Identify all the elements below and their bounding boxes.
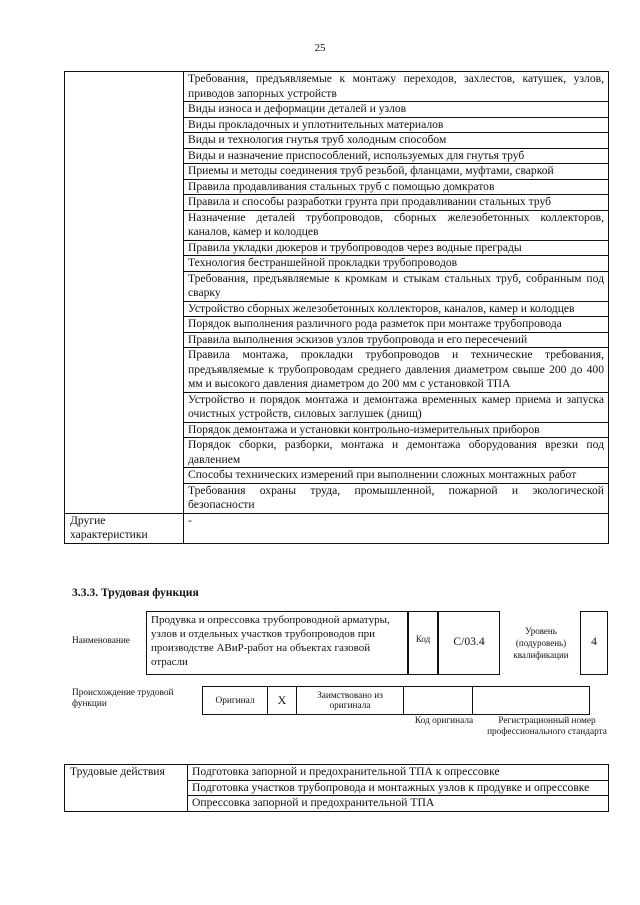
knowledge-item: Требования, предъявляемые к кромкам и стыкам стальных труб, собранным под сварку [184,271,609,301]
original-label: Оригинал [203,687,268,715]
code-label: Код [408,611,438,675]
qualification-level-label: Уровень (подуровень) квалификации [513,626,569,660]
name-label: Наименование [72,636,130,646]
reg-number-cell [473,687,590,715]
knowledge-item: Назначение деталей трубопроводов, сборных железобетонных коллекторов, каналов, камер и колодцев [184,210,609,240]
labor-action-item: Подготовка запорной и предохранительной ТПА к опрессовке [188,765,609,781]
knowledge-item: Приемы и методы соединения труб резьбой, фланцами, муфтами, сваркой [184,164,609,180]
knowledge-item: Виды прокладочных и уплотнительных материалов [184,117,609,133]
knowledge-item: Требования, предъявляемые к монтажу переходов, захлестов, катушек, узлов, приводов запорных устройств [184,72,609,102]
labor-action-row [65,765,609,781]
page-number: 25 [314,42,326,54]
knowledge-item: Правила укладки дюкеров и трубопроводов через водные преграды [184,240,609,256]
other-characteristics-value: - [184,513,609,543]
knowledge-item: Виды и технология гнутья труб холодным способом [184,133,609,149]
knowledge-item: Порядок сборки, разборки, монтажа и демонтажа оборудования врезки под давлением [184,438,609,468]
origin-table [202,686,590,715]
origin-label: Происхождение трудовой функции [72,688,174,709]
knowledge-item: Технология бестраншейной прокладки трубопроводов [184,256,609,272]
section-heading: 3.3.3. Трудовая функция [72,586,199,599]
knowledge-item: Виды износа и деформации деталей и узлов [184,102,609,118]
other-characteristics-row [65,513,609,543]
knowledge-item: Правила монтажа, прокладки трубопроводов и технические требования, предъявляемые к трубопроводам среднего давления диаметром свыше 200 до 400 мм и высокого давления диаметром до 200 мм с установкой ТПА [184,348,609,393]
code-original-caption: Код оригинала [414,716,474,726]
other-characteristics-label: Другие характеристики [65,513,184,543]
borrowed-label: Заимствовано из оригинала [297,687,404,715]
labor-actions-table [64,764,609,812]
knowledge-row [65,72,609,102]
code-value: С/03.4 [438,611,500,675]
knowledge-item: Правила выполнения эскизов узлов трубопровода и его пересечений [184,332,609,348]
function-name-box: Продувка и опрессовка трубопроводной арматуры, узлов и отдельных участков трубопроводов при производстве АВиР-работ на объектах газовой отрасли [146,611,408,675]
knowledge-item: Устройство и порядок монтажа и демонтажа временных камер приема и запуска очистных устройств, силовых заглушек (днищ) [184,392,609,422]
knowledge-item: Правила продавливания стальных труб с помощью домкратов [184,179,609,195]
knowledge-item: Порядок выполнения различного рода разметок при монтаже трубопровода [184,317,609,333]
labor-action-item: Опрессовка запорной и предохранительной ТПА [188,796,609,812]
qualification-level-value: 4 [580,611,608,675]
code-original-cell [404,687,473,715]
labor-actions-label: Трудовые действия [65,765,188,812]
knowledge-item: Правила и способы разработки грунта при продавливании стальных труб [184,195,609,211]
labor-action-item: Подготовка участков трубопровода и монтажных узлов к продувке и опрессовке [188,780,609,796]
knowledge-table [64,71,609,544]
knowledge-item: Виды и назначение приспособлений, используемых для гнутья труб [184,148,609,164]
knowledge-label-cell [65,72,184,514]
knowledge-item: Порядок демонтажа и установки контрольно-измерительных приборов [184,422,609,438]
knowledge-item: Требования охраны труда, промышленной, пожарной и экологической безопасности [184,483,609,513]
knowledge-item: Способы технических измерений при выполнении сложных монтажных работ [184,468,609,484]
reg-number-caption: Регистрационный номер профессионального стандарта [487,716,607,737]
knowledge-item: Устройство сборных железобетонных коллекторов, каналов, камер и колодцев [184,301,609,317]
original-mark: X [268,687,297,715]
